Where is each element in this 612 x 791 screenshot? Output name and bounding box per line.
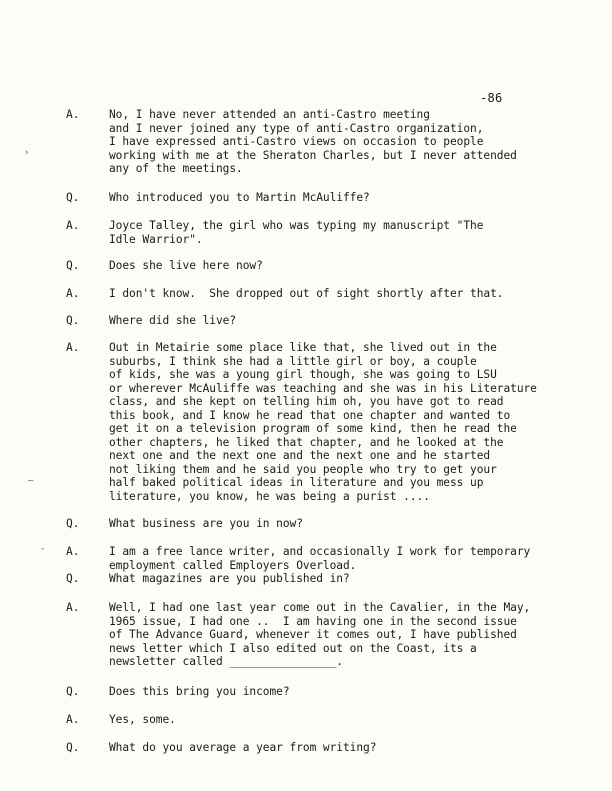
speaker-label: A. xyxy=(66,713,80,726)
speaker-label: A. xyxy=(66,601,80,614)
entry-text: Where did she live? xyxy=(109,314,237,327)
speaker-label: Q. xyxy=(66,517,80,530)
entry-text: I don't know. She dropped out of sight shortly after that. xyxy=(109,287,504,300)
entry-text: Who introduced you to Martin McAuliffe? xyxy=(109,191,370,204)
page-number: -86 xyxy=(480,91,503,105)
entry-text: Yes, some. xyxy=(109,713,176,726)
speaker-label: A. xyxy=(66,341,80,354)
speaker-label: A. xyxy=(66,545,80,558)
entry-text: I am a free lance writer, and occasionally I work for temporary employment called Employers Overload. xyxy=(109,545,531,572)
entry-text: Joyce Talley, the girl who was typing my manuscript "The Idle Warrior". xyxy=(109,219,484,246)
speaker-label: Q. xyxy=(66,572,80,585)
entry-text: Well, I had one last year come out in the Cavalier, in the May, 1965 issue, I had one .. I am having one in the second issue of The Advance Guard, whenever it comes out, I have published news letter which I also edited out on the Coast, its a newsletter called ________________. xyxy=(109,601,531,668)
speaker-label: Q. xyxy=(66,314,80,327)
entry-text: Out in Metairie some place like that, she lived out in the suburbs, I think she had a little girl or boy, a couple of kids, she was a young girl though, she was going to LSU or wherever McAuliffe was teaching and she was in his Literature class, and she kept on telling him oh, you have got to read this book, and I know he read that one chapter and wanted to get it on a television program of some kind, then he read the other chapters, he liked that chapter, and he looked at the next one and the next one and the next one and he started not liking them and he said you people who try to get your half baked political ideas in literature and you mess up literature, you know, he was being a purist .... xyxy=(109,341,537,503)
entry-text: Does she live here now? xyxy=(109,259,263,272)
speaker-label: A. xyxy=(66,287,80,300)
margin-mark: - xyxy=(40,544,46,554)
speaker-label: Q. xyxy=(66,191,80,204)
speaker-label: Q. xyxy=(66,685,80,698)
speaker-label: A. xyxy=(66,108,80,121)
entry-text: What business are you in now? xyxy=(109,517,303,530)
entry-text: What magazines are you published in? xyxy=(109,572,350,585)
speaker-label: Q. xyxy=(66,259,80,272)
margin-mark: — xyxy=(28,476,34,486)
speaker-label: A. xyxy=(66,219,80,232)
entry-text: Does this bring you income? xyxy=(109,685,290,698)
margin-mark: › xyxy=(24,148,30,158)
entry-text: No, I have never attended an anti-Castro meeting and I never joined any type of anti-Castro organization, I have expressed anti-Castro views on occasion to people working with me at the Sheraton Charles, but I never attended any of the meetings. xyxy=(109,108,517,175)
entry-text: What do you average a year from writing? xyxy=(109,741,377,754)
speaker-label: Q. xyxy=(66,741,80,754)
